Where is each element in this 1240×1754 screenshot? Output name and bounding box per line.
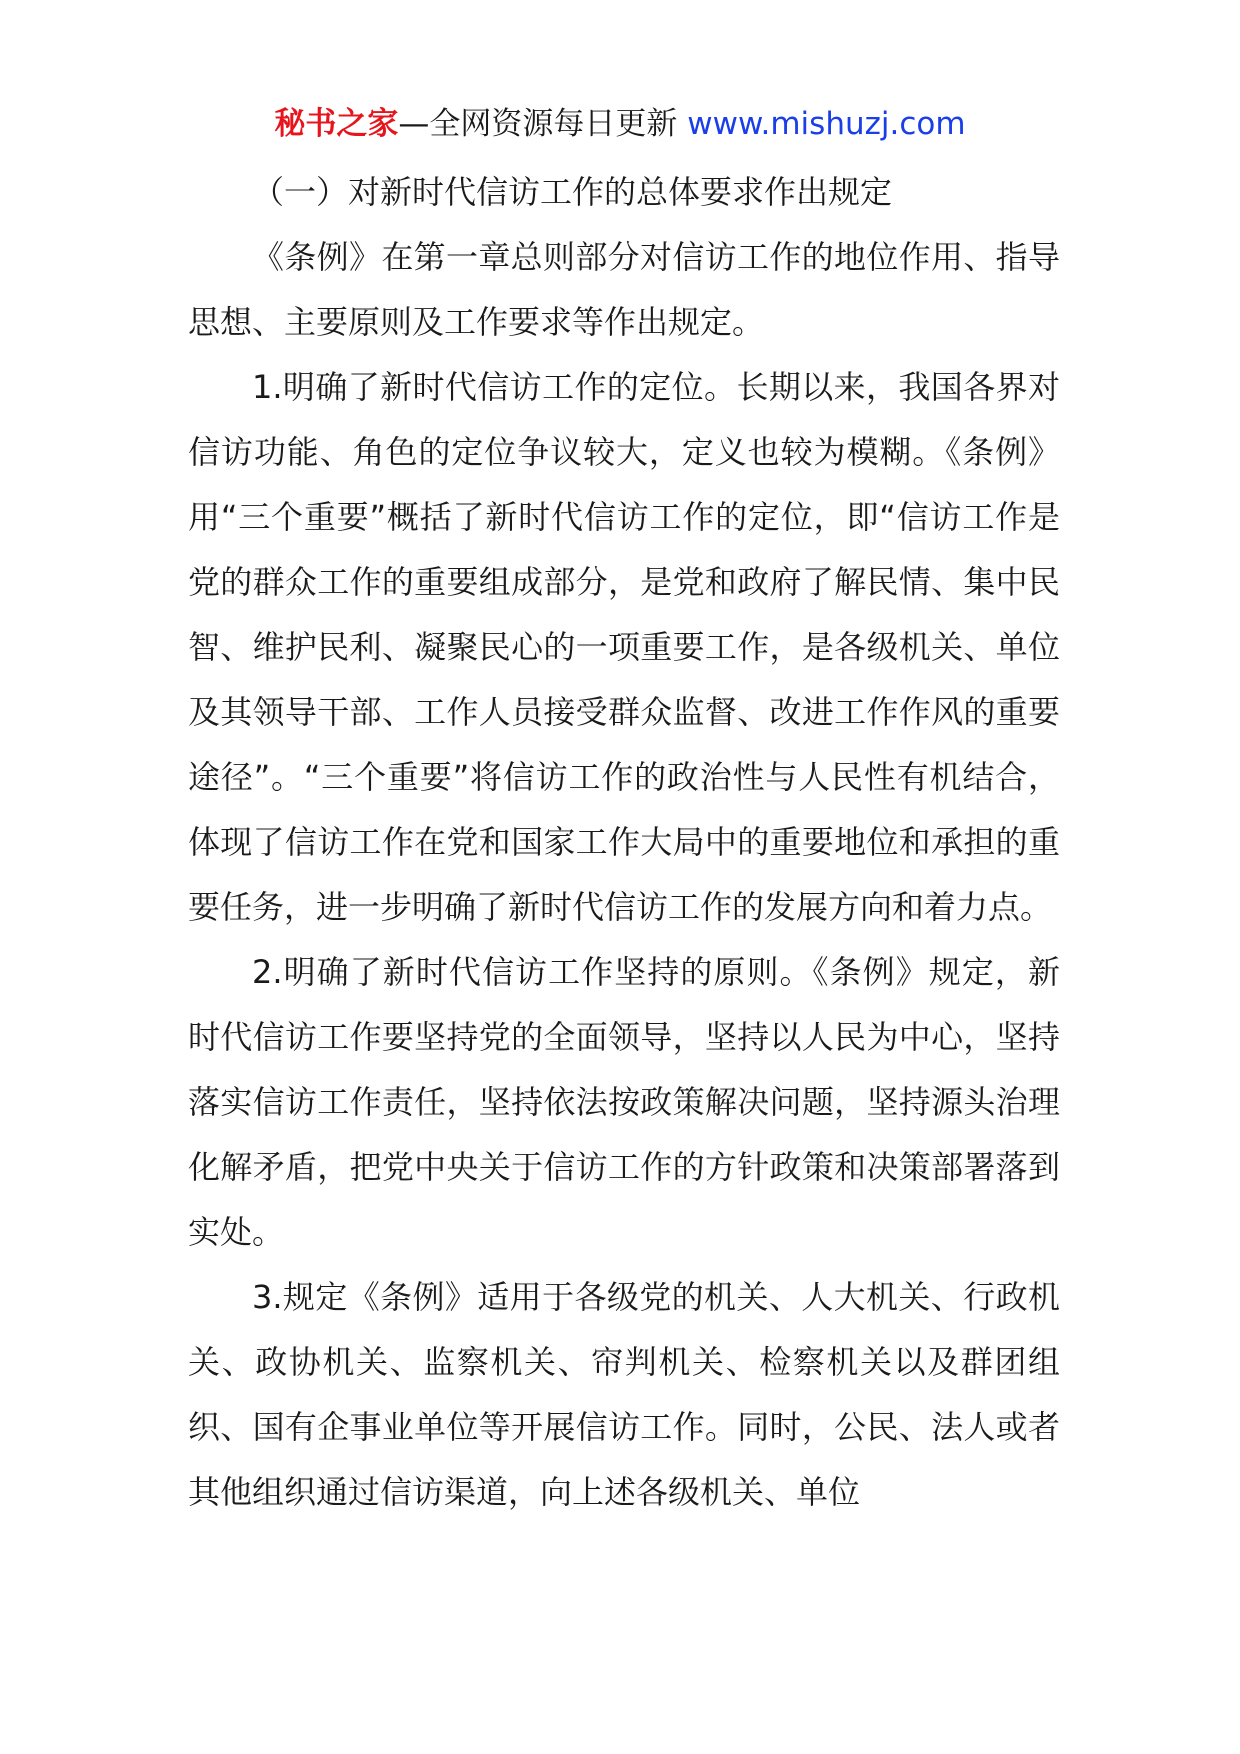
document-body [188, 160, 1060, 1525]
site-url-link[interactable]: www.mishuzj.com [687, 106, 966, 142]
paragraph-3: 3.规定《条例》适用于各级党的机关、人大机关、行政机关、政协机关、监察机关、帘判机关、检察机关以及群团组织、国有企事业单位等开展信访工作。同时，公民、法人或者其他组织通过信访渠道，向上述各级机关、单位 [188, 1278, 1060, 1511]
brand-name: 秘书之家 [274, 106, 399, 142]
paragraph-intro: 《条例》在第一章总则部分对信访工作的地位作用、指导思想、主要原则及工作要求等作出规定。 [188, 238, 1060, 341]
header-slogan: —全网资源每日更新 [398, 106, 688, 142]
paragraph-2: 2.明确了新时代信访工作坚持的原则。《条例》规定，新时代信访工作要坚持党的全面领导，坚持以人民为中心，坚持落实信访工作责任，坚持依法按政策解决问题，坚持源头治理化解矛盾，把党中央关于信访工作的方针政策和决策部署落到实处。 [188, 953, 1060, 1251]
section-heading: （一）对新时代信访工作的总体要求作出规定 [252, 173, 893, 211]
site-header [0, 100, 1240, 148]
paragraph-1: 1.明确了新时代信访工作的定位。长期以来，我国各界对信访功能、角色的定位争议较大，定义也较为模糊。《条例》用“三个重要”概括了新时代信访工作的定位，即“信访工作是党的群众工作的重要组成部分，是党和政府了解民情、集中民智、维护民利、凝聚民心的一项重要工作，是各级机关、单位及其领导干部、工作人员接受群众监督、改进工作作风的重要途径”。“三个重要”将信访工作的政治性与人民性有机结合，体现了信访工作在党和国家工作大局中的重要地位和承担的重要任务，进一步明确了新时代信访工作的发展方向和着力点。 [188, 368, 1060, 926]
